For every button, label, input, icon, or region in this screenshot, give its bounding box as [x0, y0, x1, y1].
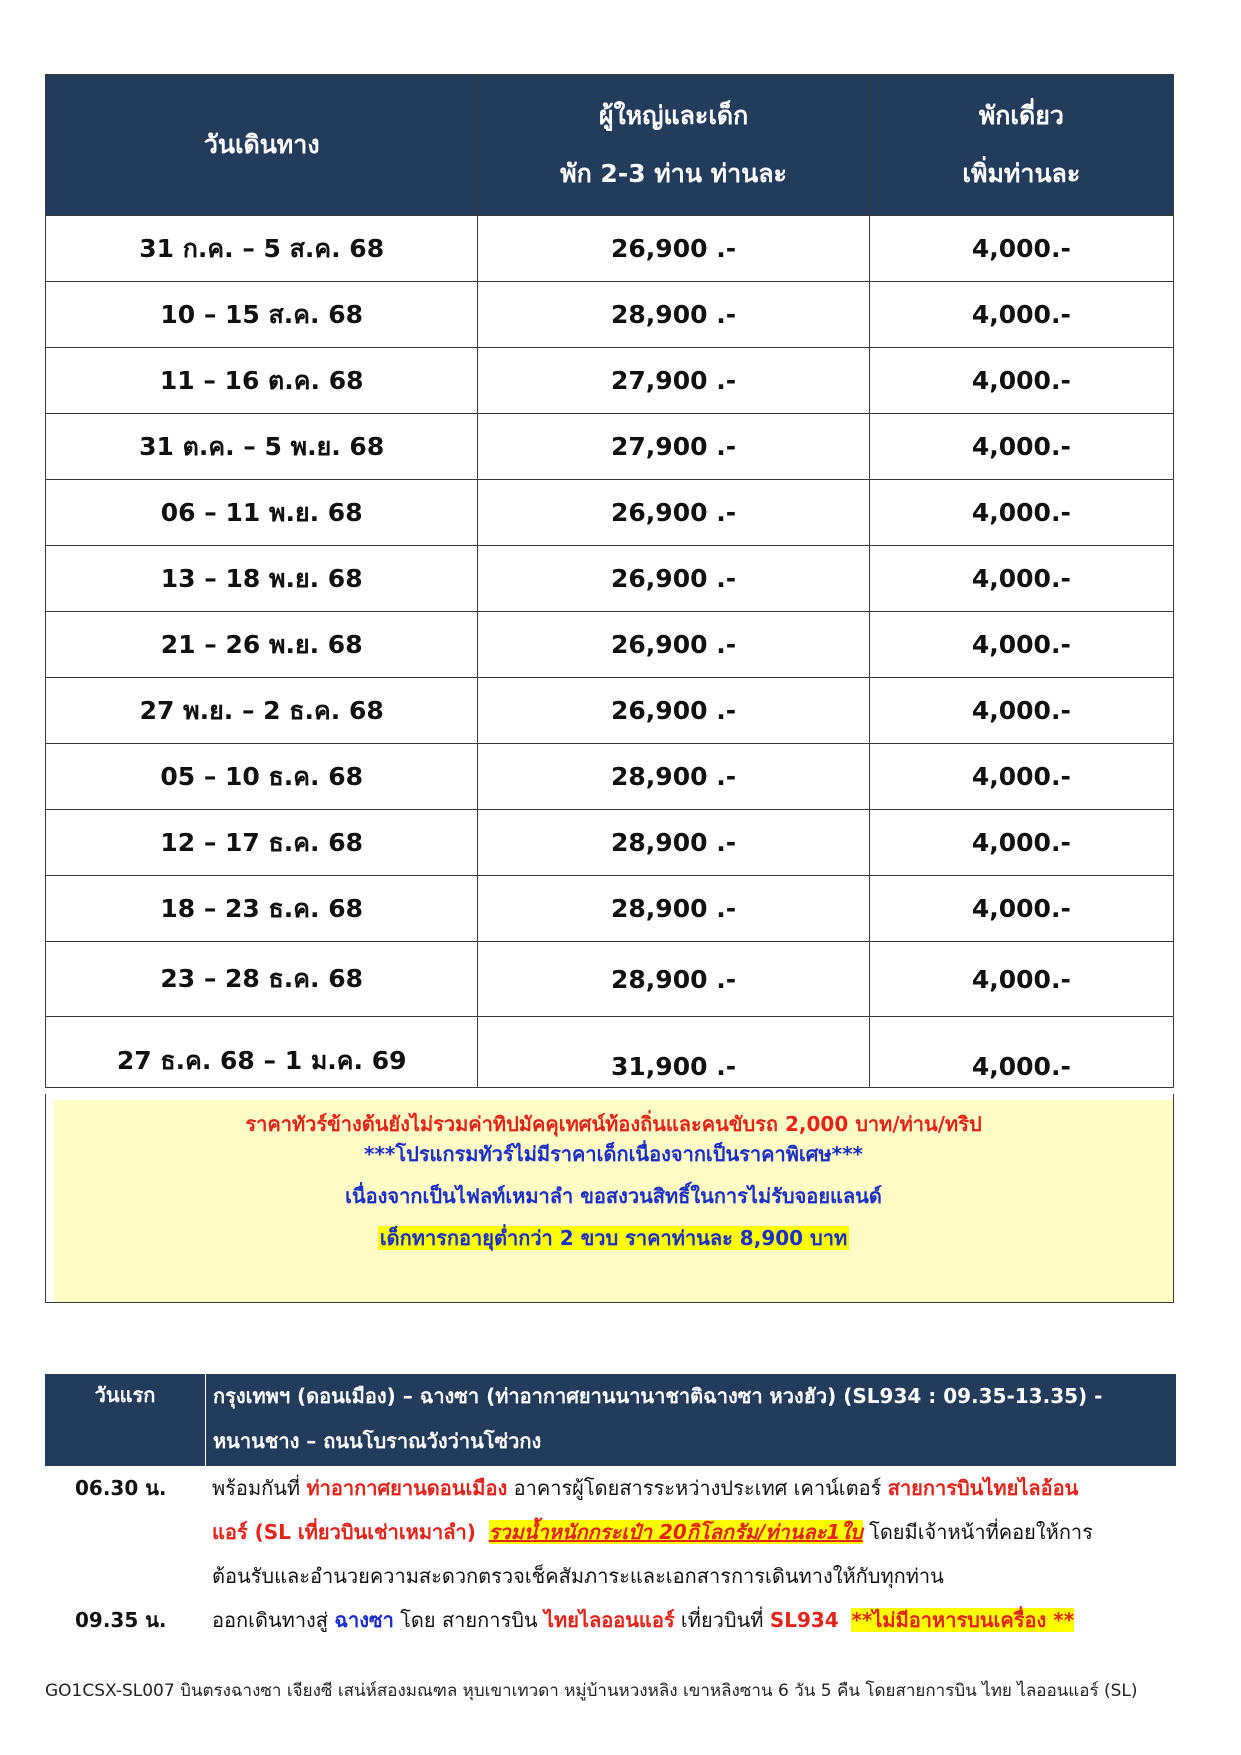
price-cell: 26,900 .- — [478, 216, 869, 282]
date-cell: 12 – 17 ธ.ค. 68 — [46, 810, 478, 876]
entry-time: 09.35 น. — [75, 1608, 167, 1632]
entry-highlight: ไทยไลออนแอร์ — [543, 1608, 675, 1632]
note-tip-excluded: ราคาทัวร์ข้างต้นยังไม่รวมค่าทิปมัคคุเทศน์ท้องถิ่นและคนขับรถ 2,000 บาท/ท่าน/ทริป — [245, 1112, 982, 1136]
header-single-line2: เพิ่มท่านละ — [962, 159, 1081, 188]
entry-text: ออกเดินทางสู่ — [212, 1608, 335, 1632]
price-cell: 28,900 .- — [478, 876, 869, 942]
no-meal-note: **ไม่มีอาหารบนเครื่อง ** — [851, 1608, 1075, 1632]
table-row — [46, 612, 1174, 678]
day-label: วันแรก — [45, 1374, 206, 1466]
flight-number: SL934 — [769, 1608, 839, 1632]
single-cell: 4,000.- — [869, 1017, 1173, 1088]
entry-highlight: ฉางซา — [334, 1608, 394, 1632]
date-cell: 06 – 11 พ.ย. 68 — [46, 480, 478, 546]
price-cell: 27,900 .- — [478, 414, 869, 480]
price-cell: 27,900 .- — [478, 348, 869, 414]
table-row — [46, 480, 1174, 546]
table-row — [46, 810, 1174, 876]
price-cell: 28,900 .- — [478, 942, 869, 1017]
price-cell: 26,900 .- — [478, 546, 869, 612]
table-row — [46, 414, 1174, 480]
header-single-line1: พักเดี่ยว — [978, 101, 1064, 130]
header-adult-line2: พัก 2-3 ท่าน ท่านละ — [560, 159, 787, 188]
single-cell: 4,000.- — [869, 348, 1173, 414]
date-cell: 23 – 28 ธ.ค. 68 — [46, 942, 478, 1017]
entry-highlight: ท่าอากาศยานดอนเมือง — [306, 1476, 508, 1500]
baggage-allowance: รวมน้ำหนักกระเป๋า 20กิโลกรัม/ท่านละ1ใบ — [488, 1520, 863, 1544]
single-cell: 4,000.- — [869, 480, 1173, 546]
entry-text: อาคารผู้โดยสารระหว่างประเทศ เคาน์เตอร์ — [507, 1476, 888, 1500]
day-route-line2: หนานชาง – ถนนโบราณวังว่านโซ่วกง — [213, 1429, 542, 1453]
price-cell: 28,900 .- — [478, 282, 869, 348]
entry-highlight: แอร์ (SL เที่ยวบินเช่าเหมาลำ) — [212, 1520, 476, 1544]
date-cell: 10 – 15 ส.ค. 68 — [46, 282, 478, 348]
header-adult-line1: ผู้ใหญ่และเด็ก — [598, 101, 749, 130]
date-cell: 21 – 26 พ.ย. 68 — [46, 612, 478, 678]
itinerary-day-header — [45, 1374, 1176, 1466]
page-footer: GO1CSX-SL007 บินตรงฉางซา เจียงซี เสน่ห์สองมณฑล หุบเขาเทวดา หมู่บ้านหวงหลิง เขาหลิงซาน 6 วัน 5 คืน โดยสายการบิน ไทย ไลออนแอร์ (SL) — [45, 1681, 1138, 1701]
price-cell: 26,900 .- — [478, 678, 869, 744]
table-row — [46, 546, 1174, 612]
entry-text: เที่ยวบินที่ — [674, 1608, 770, 1632]
day-route-line1: กรุงเทพฯ (ดอนเมือง) – ฉางซา (ท่าอากาศยานนานาชาติฉางซา หวงฮัว) (SL934 : 09.35-13.35) - — [213, 1384, 1103, 1408]
single-cell: 4,000.- — [869, 282, 1173, 348]
entry-text: โดยมีเจ้าหน้าที่คอยให้การ — [862, 1520, 1093, 1544]
price-cell: 31,900 .- — [478, 1017, 869, 1088]
entry-text: ต้อนรับและอำนวยความสะดวกตรวจเช็คสัมภาระและเอกสารการเดินทางให้กับทุกท่าน — [212, 1564, 944, 1588]
table-row — [46, 216, 1174, 282]
price-notes-highlight — [54, 1100, 1173, 1302]
table-row — [46, 942, 1174, 1017]
entry-text-line — [212, 1466, 1078, 1510]
price-table — [45, 74, 1174, 1088]
entry-text: พร้อมกันที่ — [212, 1476, 307, 1500]
header-date: วันเดินทาง — [46, 75, 478, 216]
note-infant-price — [54, 1222, 1173, 1254]
table-row — [46, 678, 1174, 744]
entry-highlight: สายการบินไทยไลอ้อน — [887, 1476, 1079, 1500]
table-row — [46, 744, 1174, 810]
single-cell: 4,000.- — [869, 678, 1173, 744]
header-single-supplement — [869, 75, 1173, 216]
table-row — [46, 348, 1174, 414]
entry-text-line — [212, 1510, 1093, 1554]
date-cell: 13 – 18 พ.ย. 68 — [46, 546, 478, 612]
single-cell: 4,000.- — [869, 876, 1173, 942]
single-cell: 4,000.- — [869, 546, 1173, 612]
single-cell: 4,000.- — [869, 942, 1173, 1017]
table-header-row — [46, 75, 1174, 216]
date-cell: 11 – 16 ต.ค. 68 — [46, 348, 478, 414]
entry-text: โดย สายการบิน — [393, 1608, 544, 1632]
date-cell: 18 – 23 ธ.ค. 68 — [46, 876, 478, 942]
date-cell: 31 ก.ค. – 5 ส.ค. 68 — [46, 216, 478, 282]
note-no-child-price: ***โปรแกรมทัวร์ไม่มีราคาเด็กเนื่องจากเป็นราคาพิเศษ*** — [364, 1142, 863, 1166]
single-cell: 4,000.- — [869, 612, 1173, 678]
day-route — [213, 1374, 1146, 1464]
price-cell: 28,900 .- — [478, 744, 869, 810]
table-row — [46, 282, 1174, 348]
table-row — [46, 1017, 1174, 1088]
date-cell: 05 – 10 ธ.ค. 68 — [46, 744, 478, 810]
date-cell: 27 พ.ย. – 2 ธ.ค. 68 — [46, 678, 478, 744]
header-adult-price — [478, 75, 869, 216]
price-notes-box — [45, 1094, 1174, 1303]
table-row — [46, 876, 1174, 942]
entry-text-line — [212, 1554, 944, 1598]
entry-time: 06.30 น. — [75, 1476, 167, 1500]
note-no-joinland: เนื่องจากเป็นไฟลท์เหมาลำ ขอสงวนสิทธิ์ในการไม่รับจอยแลนด์ — [345, 1184, 882, 1208]
date-cell: 27 ธ.ค. 68 – 1 ม.ค. 69 — [46, 1017, 478, 1088]
price-cell: 26,900 .- — [478, 612, 869, 678]
note-infant-price-text: เด็กทารกอายุต่ำกว่า 2 ขวบ ราคาท่านละ 8,900 บาท — [379, 1226, 848, 1250]
single-cell: 4,000.- — [869, 414, 1173, 480]
price-cell: 28,900 .- — [478, 810, 869, 876]
price-cell: 26,900 .- — [478, 480, 869, 546]
entry-text-line — [212, 1598, 1074, 1642]
date-cell: 31 ต.ค. – 5 พ.ย. 68 — [46, 414, 478, 480]
single-cell: 4,000.- — [869, 810, 1173, 876]
single-cell: 4,000.- — [869, 744, 1173, 810]
single-cell: 4,000.- — [869, 216, 1173, 282]
